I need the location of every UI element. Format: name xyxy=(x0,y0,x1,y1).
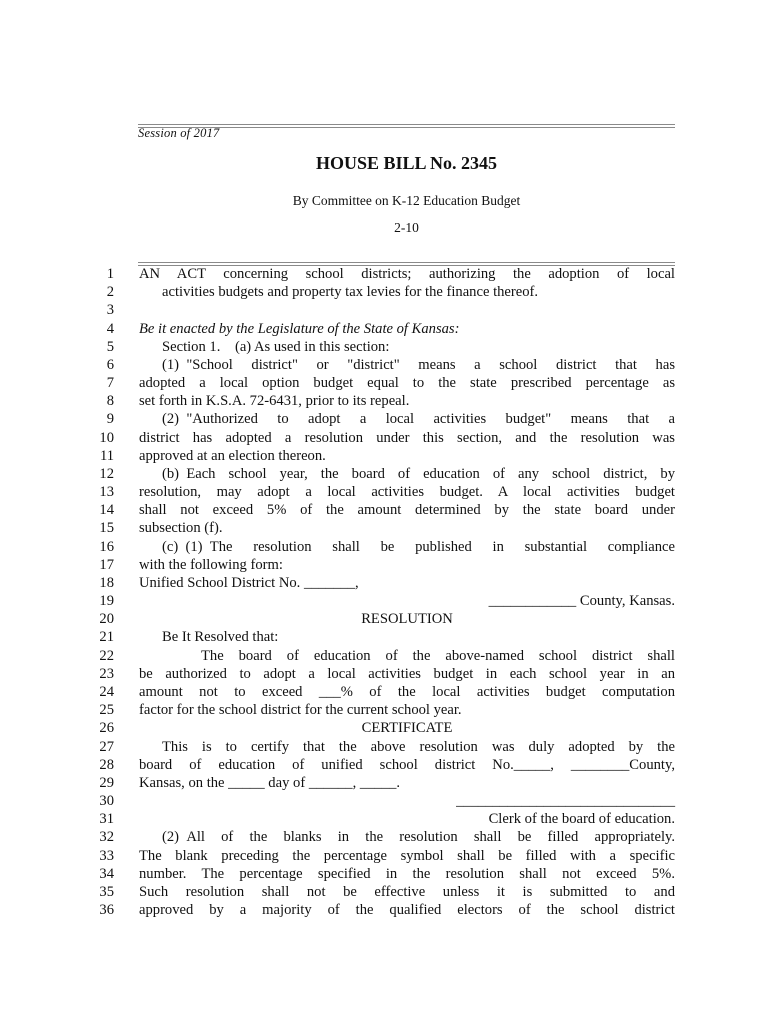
bill-line: ____________ County, Kansas. xyxy=(488,593,675,609)
enacting-clause: Be it enacted by the Legislature of the State of Kansas: xyxy=(139,321,460,337)
line-number: 8 xyxy=(106,393,114,409)
line-number: 21 xyxy=(99,629,114,645)
line-number: 11 xyxy=(99,448,114,464)
bill-line: (b) Each school year, the board of education of any school district, by xyxy=(162,466,675,482)
session-label: Session of 2017 xyxy=(138,126,220,140)
bill-line: be authorized to adopt a local activities budget in each school year in an xyxy=(139,666,675,682)
line-number: 4 xyxy=(106,321,114,337)
line-number: 17 xyxy=(99,557,114,573)
line-number: 10 xyxy=(99,430,114,446)
line-number: 33 xyxy=(99,848,114,864)
bill-line: Kansas, on the _____ day of ______, _____. xyxy=(139,775,401,791)
bill-line: The blank preceding the percentage symbol shall be filled with a specific xyxy=(139,848,675,864)
line-number: 36 xyxy=(99,902,114,918)
bill-title: HOUSE BILL No. 2345 xyxy=(315,153,498,173)
signature-line: ______________________________ xyxy=(456,793,675,809)
bill-line: The board of education of the above-named school district shall xyxy=(201,648,675,664)
body-rule-top xyxy=(138,262,675,263)
line-number: 9 xyxy=(106,411,114,427)
resolution-heading: RESOLUTION xyxy=(361,611,453,627)
line-number: 16 xyxy=(99,539,114,555)
bill-line: shall not exceed 5% of the amount determined by the state board under xyxy=(139,502,675,518)
line-number: 30 xyxy=(99,793,114,809)
bill-date: 2-10 xyxy=(394,220,419,235)
line-number: 31 xyxy=(99,811,114,827)
line-number: 26 xyxy=(99,720,114,736)
bill-line: amount not to exceed ___% of the local activities budget computation xyxy=(139,684,675,700)
line-number: 2 xyxy=(106,284,114,300)
bill-line: subsection (f). xyxy=(139,520,223,536)
bill-line: (1) "School district" or "district" means a school district that has xyxy=(162,357,675,373)
line-number: 34 xyxy=(99,866,114,882)
bill-line: board of education of unified school district No._____, ________County, xyxy=(139,757,675,773)
line-number: 27 xyxy=(99,739,114,755)
line-number: 23 xyxy=(99,666,114,682)
bill-line: resolution, may adopt a local activities budget. A local activities budget xyxy=(139,484,675,500)
bill-line: with the following form: xyxy=(139,557,283,573)
header-rule-top xyxy=(138,124,675,125)
bill-sponsor: By Committee on K-12 Education Budget xyxy=(292,193,521,208)
bill-line: (2) All of the blanks in the resolution shall be filled appropriately. xyxy=(162,829,675,845)
bill-line: activities budgets and property tax levies for the finance thereof. xyxy=(162,284,539,300)
bill-line: Such resolution shall not be effective unless it is submitted to and xyxy=(139,884,675,900)
line-number: 22 xyxy=(99,648,114,664)
bill-line: approved at an election thereon. xyxy=(139,448,326,464)
line-number: 13 xyxy=(99,484,114,500)
line-number: 35 xyxy=(99,884,114,900)
line-number: 29 xyxy=(99,775,114,791)
bill-line: number. The percentage specified in the resolution shall not exceed 5%. xyxy=(139,866,675,882)
bill-line: adopted a local option budget equal to the state prescribed percentage as xyxy=(139,375,675,391)
line-number: 32 xyxy=(99,829,114,845)
line-number: 24 xyxy=(99,684,114,700)
clerk-label: Clerk of the board of education. xyxy=(488,811,675,827)
line-number: 7 xyxy=(106,375,114,391)
bill-line: set forth in K.S.A. 72-6431, prior to its repeal. xyxy=(139,393,410,409)
line-number: 6 xyxy=(106,357,114,373)
line-number: 1 xyxy=(106,266,114,282)
bill-line: AN ACT concerning school districts; authorizing the adoption of local xyxy=(139,266,675,282)
line-number: 25 xyxy=(99,702,114,718)
line-number: 20 xyxy=(99,611,114,627)
line-number: 18 xyxy=(99,575,114,591)
bill-line: Unified School District No. _______, xyxy=(139,575,359,591)
bill-line: (2) "Authorized to adopt a local activities budget" means that a xyxy=(162,411,675,427)
bill-line: district has adopted a resolution under this section, and the resolution was xyxy=(139,430,675,446)
line-number: 12 xyxy=(99,466,114,482)
line-number: 15 xyxy=(99,520,114,536)
bill-line: approved by a majority of the qualified electors of the school district xyxy=(139,902,675,918)
line-number: 28 xyxy=(99,757,114,773)
bill-line: This is to certify that the above resolution was duly adopted by the xyxy=(162,739,675,755)
bill-line: factor for the school district for the current school year. xyxy=(139,702,462,718)
line-number: 19 xyxy=(99,593,114,609)
line-number: 3 xyxy=(106,302,114,318)
bill-line: (c) (1) The resolution shall be published in substantial compliance xyxy=(162,539,675,555)
line-number: 5 xyxy=(106,339,114,355)
bill-line: Be It Resolved that: xyxy=(162,629,279,645)
bill-line: Section 1. (a) As used in this section: xyxy=(162,339,390,355)
line-number: 14 xyxy=(99,502,114,518)
certificate-heading: CERTIFICATE xyxy=(361,720,453,736)
